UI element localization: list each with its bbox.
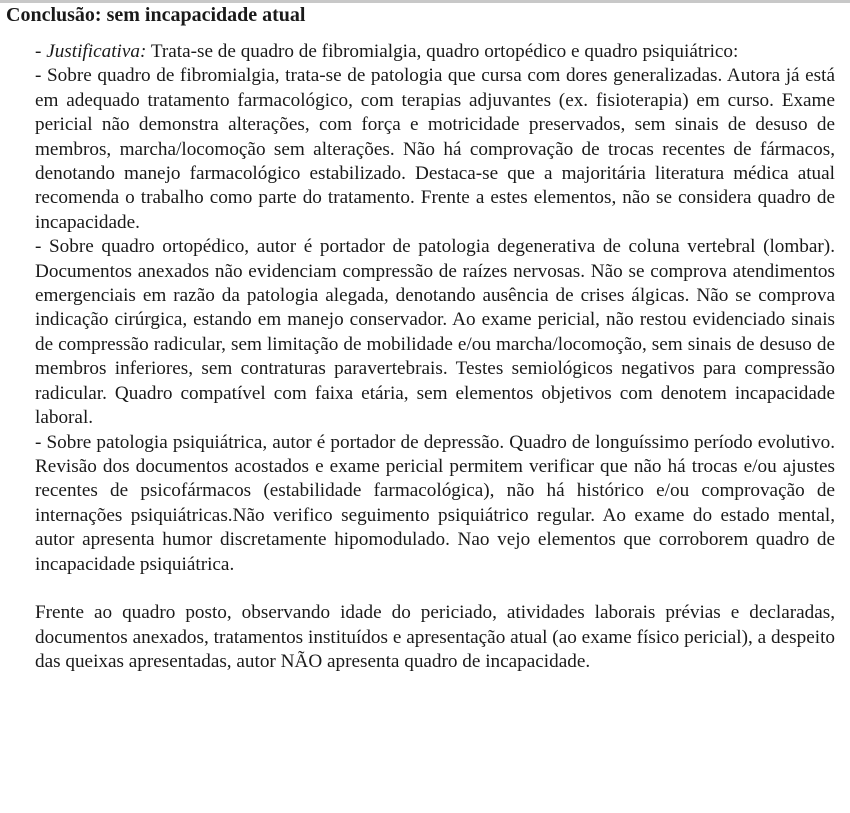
final-conclusion-paragraph: Frente ao quadro posto, observando idade do periciado, atividades laborais prévias e declaradas, documentos anexados, tratamentos instituídos e apresentação atual (ao exame físico pericial), a despeito das queixas apresentadas, autor NÃO apresenta quadro de incapacidade.: [35, 602, 835, 673]
justificativa-text: Trata-se de quadro de fibromialgia, quadro ortopédico e quadro psiquiátrico:: [146, 41, 739, 62]
psychiatric-paragraph: - Sobre patologia psiquiátrica, autor é portador de depressão. Quadro de longuíssimo período evolutivo. Revisão dos documentos acostados e exame pericial permitem verificar que não há trocas e/ou ajustes recentes de psicofármacos (estabilidade farmacológica), não há histórico e/ou comprovação de internações psiquiátricas.Não verifico seguimento psiquiátrico regular. Ao exame do estado mental, autor apresenta humor discretamente hipomodulado. Nao vejo elementos que corroborem quadro de incapacidade psiquiátrica.: [35, 431, 835, 575]
justificativa-dash: -: [35, 41, 47, 62]
orthopedic-paragraph: - Sobre quadro ortopédico, autor é portador de patologia degenerativa de coluna vertebral (lombar). Documentos anexados não evidenciam compressão de raízes nervosas. Não se comprova atendimentos emergenciais em razão da patologia alegada, denotando ausência de crises álgicas. Não se comprova indicação cirúrgica, estando em manejo conservador. Ao exame pericial, não restou evidenciado sinais de compressão radicular, sem limitação de mobilidade e/ou marcha/locomoção, sem sinais de desuso de membros inferiores, sem contraturas paravertebrais. Testes semiológicos negativos para compressão radicular. Quadro compatível com faixa etária, sem elementos objetivos com denotem incapacidade laboral.: [35, 236, 835, 429]
report-body: [35, 40, 835, 675]
justificativa-label: Justificativa:: [46, 41, 147, 62]
justificativa-paragraph: [35, 40, 835, 64]
conclusion-heading: Conclusão: sem incapacidade atual: [6, 4, 306, 26]
fibromyalgia-paragraph: - Sobre quadro de fibromialgia, trata-se de patologia que cursa com dores generalizadas. Autora já está em adequado tratamento farmacológico, com terapias adjuvantes (ex. fisioterapia) em curso. Exame pericial não demonstra alterações, com força e motricidade preservados, sem sinais de desuso de membros, marcha/locomoção sem alterações. Não há comprovação de trocas recentes de fármacos, denotando manejo farmacológico estabilizado. Destaca-se que a majoritária literatura médica atual recomenda o trabalho como parte do tratamento. Frente a estes elementos, não se considera quadro de incapacidade.: [35, 65, 835, 233]
